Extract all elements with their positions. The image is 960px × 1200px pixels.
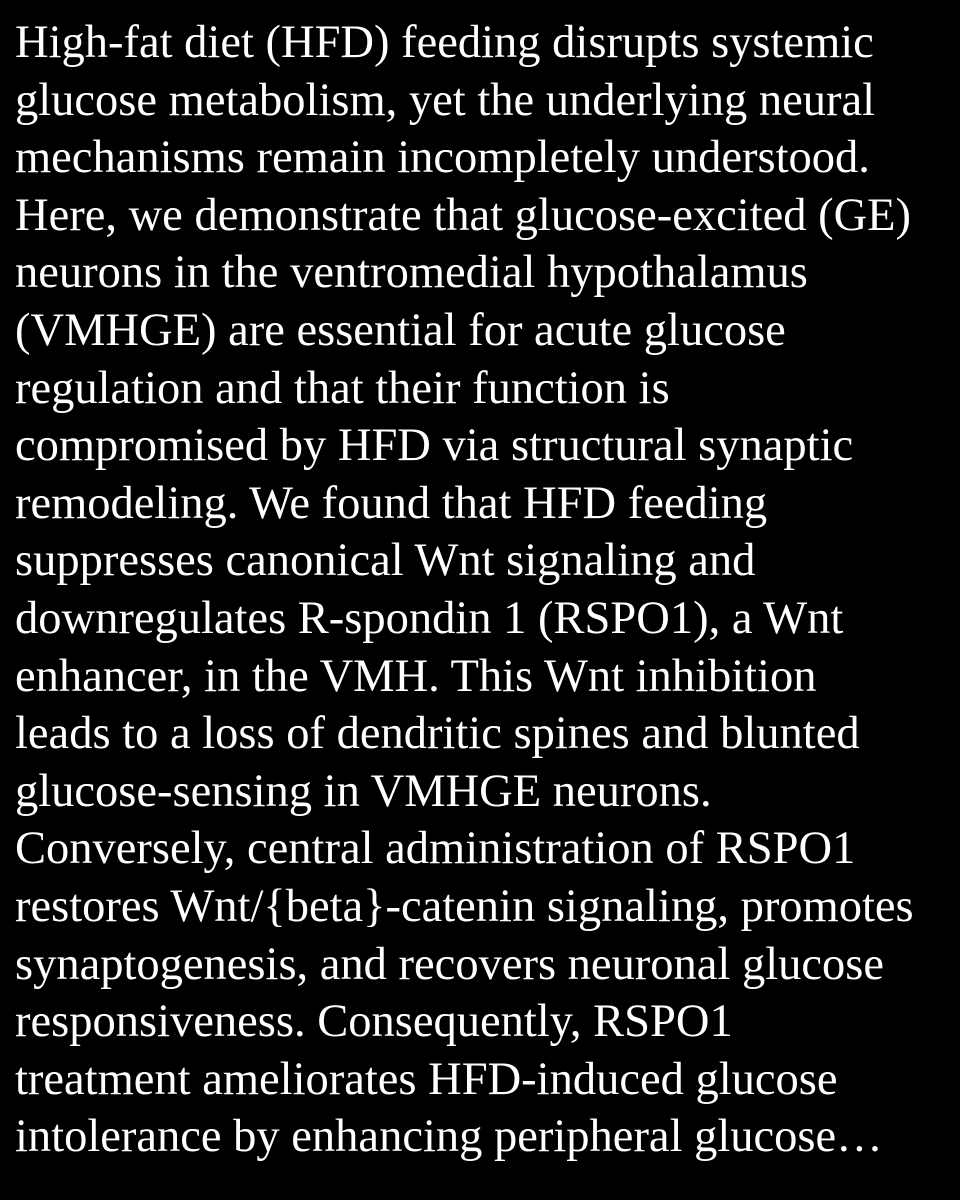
abstract-line: leads to a loss of dendritic spines and blunted — [15, 708, 860, 760]
abstract-line: mechanisms remain incompletely understood. — [15, 132, 870, 184]
abstract-line: restores Wnt/{beta}-catenin signaling, promotes — [15, 880, 914, 932]
abstract-line: glucose-sensing in VMHGE neurons. — [15, 765, 712, 817]
abstract-text — [15, 14, 955, 1166]
abstract-line: enhancer, in the VMH. This Wnt inhibition — [15, 650, 817, 702]
abstract-line: treatment ameliorates HFD-induced glucose — [15, 1053, 838, 1105]
abstract-line: intolerance by enhancing peripheral glucose… — [15, 1111, 883, 1163]
abstract-line: glucose metabolism, yet the underlying neural — [15, 74, 876, 126]
abstract-line: responsiveness. Consequently, RSPO1 — [15, 996, 733, 1048]
abstract-line: Conversely, central administration of RSPO1 — [15, 823, 856, 875]
abstract-line: neurons in the ventromedial hypothalamus — [15, 247, 808, 299]
abstract-line: downregulates R-spondin 1 (RSPO1), a Wnt — [15, 592, 844, 644]
abstract-line: synaptogenesis, and recovers neuronal glucose — [15, 938, 885, 990]
abstract-line: compromised by HFD via structural synaptic — [15, 420, 854, 472]
abstract-line: (VMHGE) are essential for acute glucose — [15, 304, 786, 356]
abstract-line: Here, we demonstrate that glucose-excited (GE) — [15, 189, 912, 241]
abstract-line: remodeling. We found that HFD feeding — [15, 477, 768, 529]
abstract-line: regulation and that their function is — [15, 362, 670, 414]
abstract-line: High-fat diet (HFD) feeding disrupts systemic — [15, 17, 874, 68]
abstract-line: suppresses canonical Wnt signaling and — [15, 535, 756, 587]
